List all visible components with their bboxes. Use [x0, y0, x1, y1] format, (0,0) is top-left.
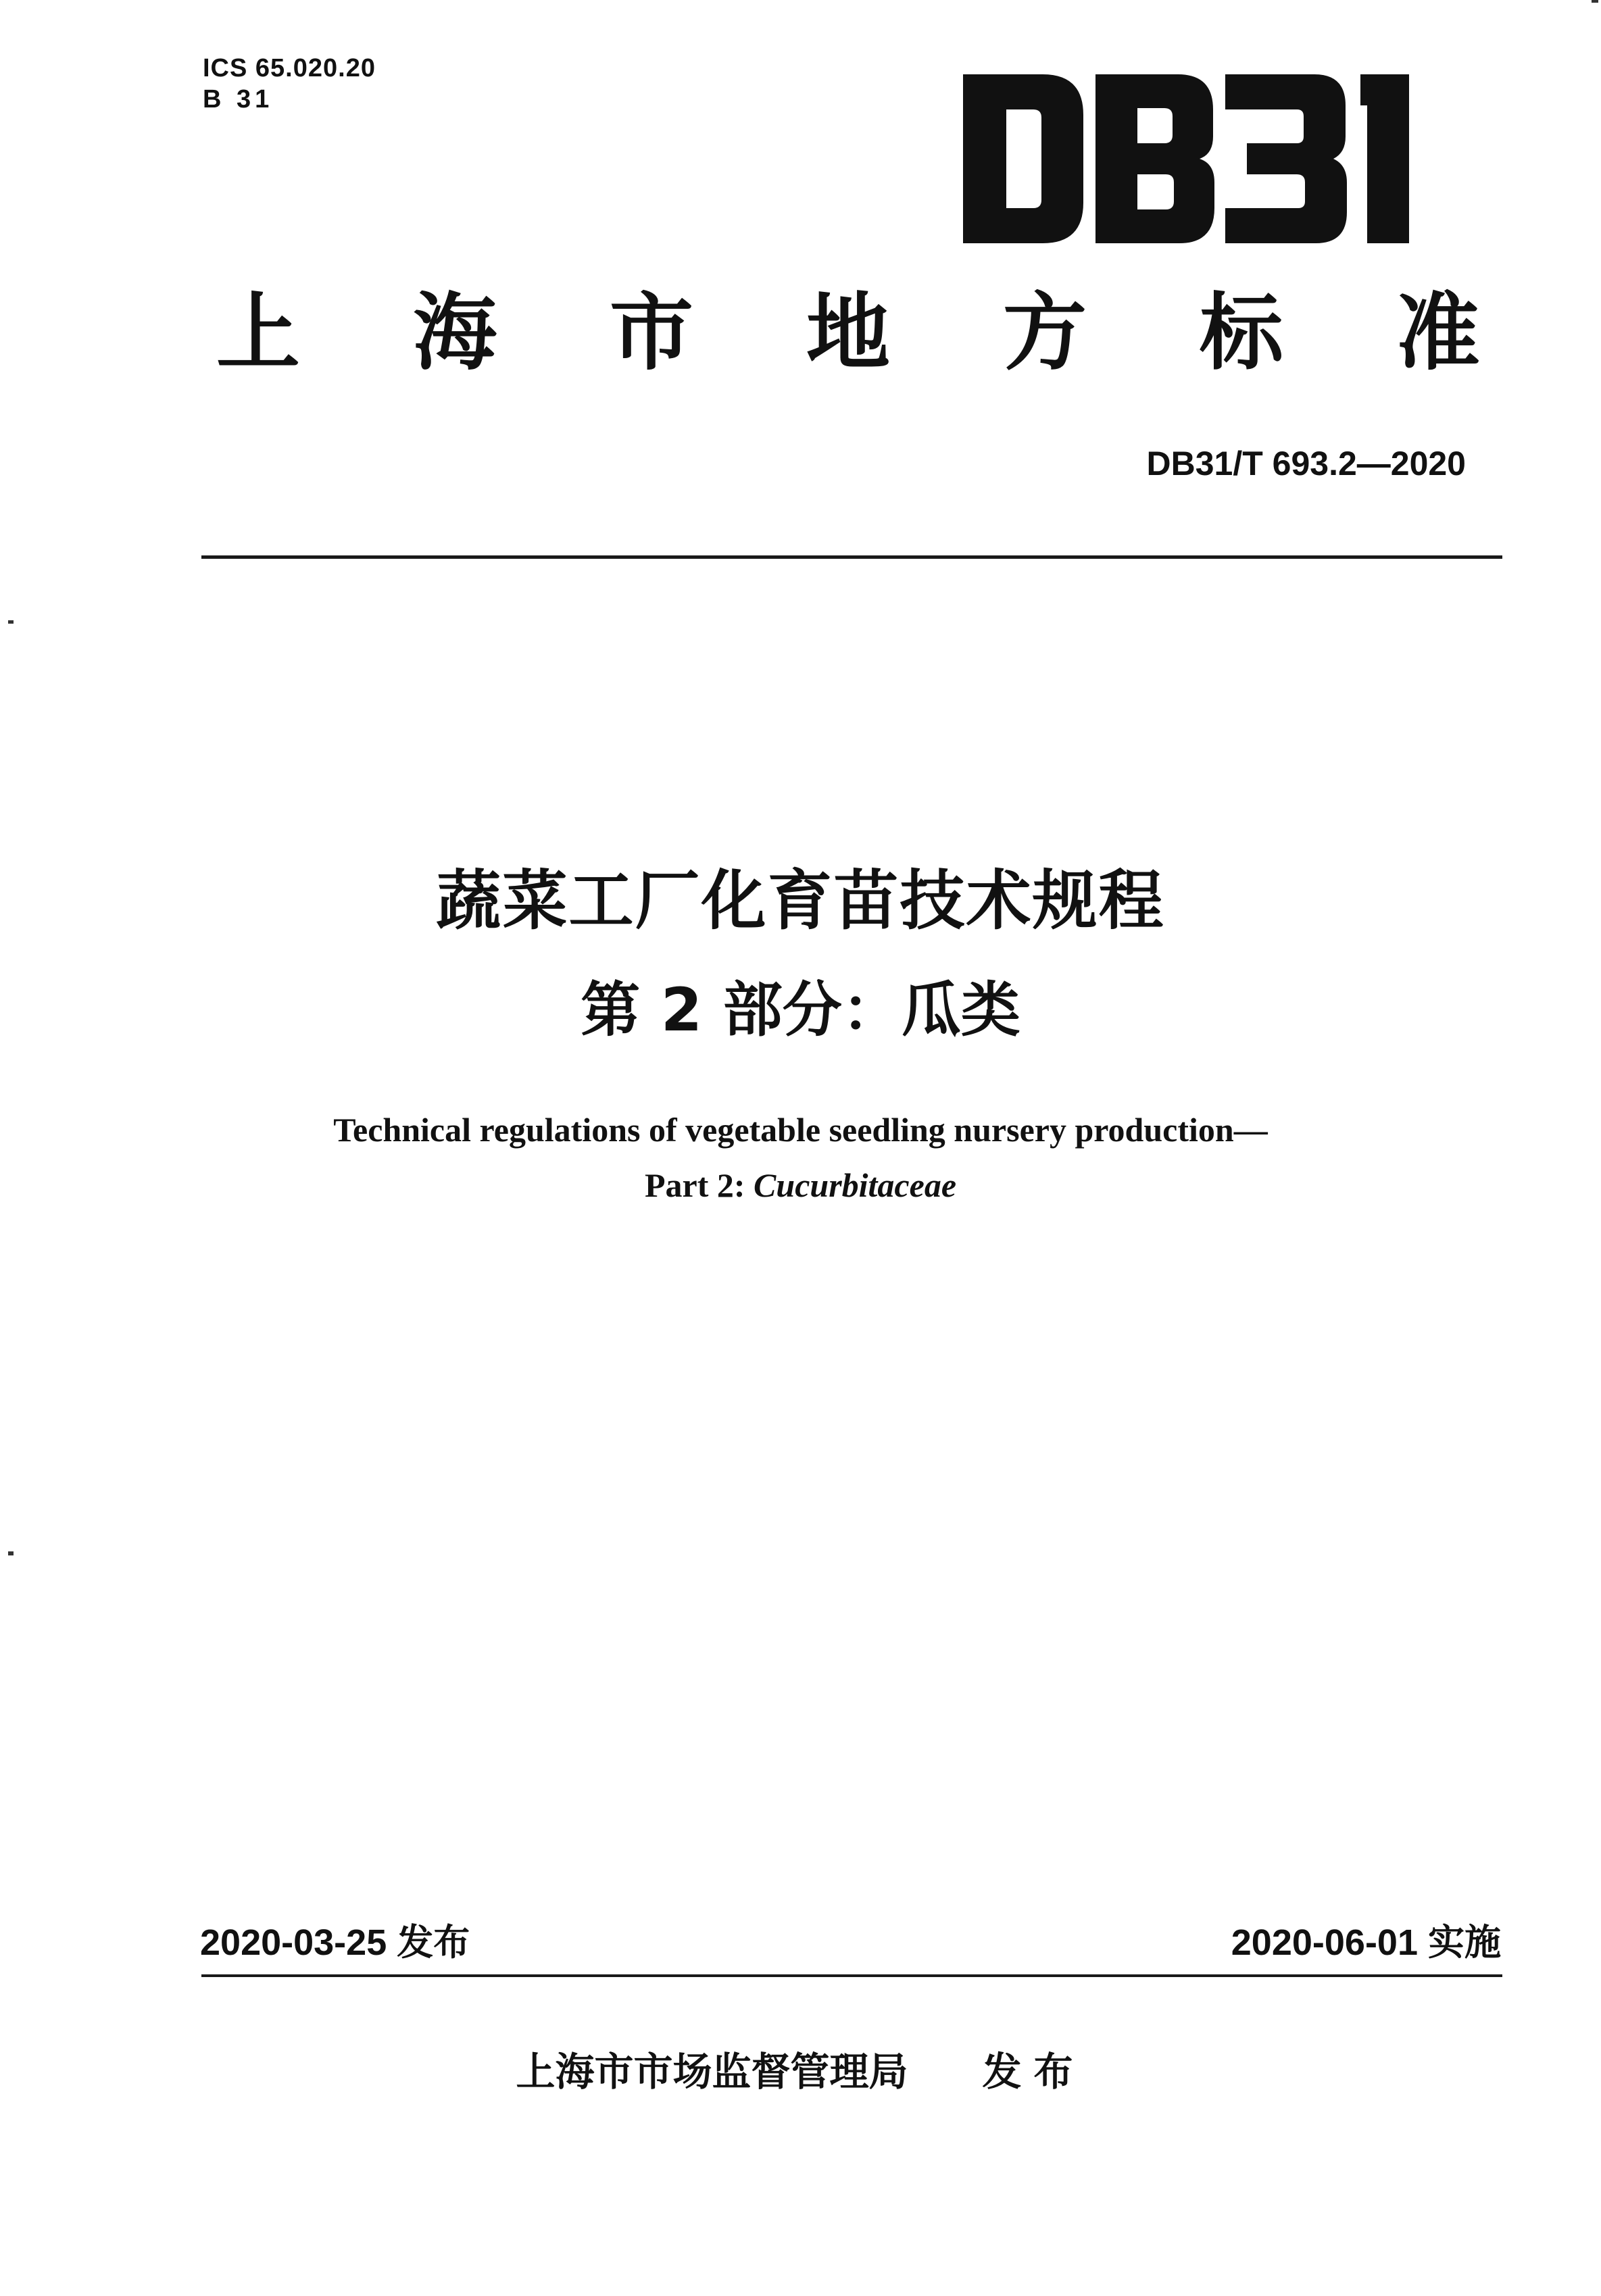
title-chinese-main: 蔬菜工厂化育苗技术规程 [436, 863, 1165, 939]
standard-type-char: 上 [216, 284, 301, 382]
logo-letter-d [963, 74, 1083, 243]
title-english-part [0, 1164, 1601, 1207]
header-divider [201, 555, 1502, 559]
logo-letter-b [1095, 74, 1214, 243]
footer-divider [201, 1974, 1502, 1977]
standard-type-heading [216, 282, 1480, 384]
title-english-part-latin: Cucurbitaceae [754, 1166, 957, 1204]
standard-type-char: 标 [1199, 284, 1283, 382]
standard-type-char: 市 [609, 284, 693, 382]
title-english-part-prefix: Part 2: [644, 1166, 754, 1204]
title-english-main: Technical regulations of vegetable seedling nursery production— [333, 1111, 1268, 1149]
issue-date: 2020-03-25 发布 [200, 1922, 470, 1963]
publisher-action: 发布 [982, 2049, 1085, 2095]
standard-type-char: 地 [806, 284, 890, 382]
db31-logo [963, 74, 1409, 243]
logo-digit-3 [1225, 74, 1347, 243]
publisher-name: 上海市市场监督管理局 [516, 2049, 908, 2095]
standard-number: DB31/T 693.2—2020 [1146, 445, 1466, 482]
implementation-date: 2020-06-01 实施 [1231, 1922, 1501, 1963]
ics-code: ICS 65.020.20 [203, 54, 376, 82]
standard-type-char: 海 [412, 284, 497, 382]
scan-speck [8, 1551, 14, 1555]
standard-type-char: 方 [1002, 284, 1087, 382]
title-chinese-part: 第 2 部分：瓜类 [581, 975, 1020, 1045]
scan-speck [8, 620, 14, 624]
standard-type-char: 准 [1396, 284, 1480, 382]
logo-digit-1 [1360, 74, 1409, 243]
publisher-line [0, 2047, 1601, 2096]
ccs-code: B 31 [203, 85, 274, 114]
scan-speck [1592, 0, 1598, 3]
